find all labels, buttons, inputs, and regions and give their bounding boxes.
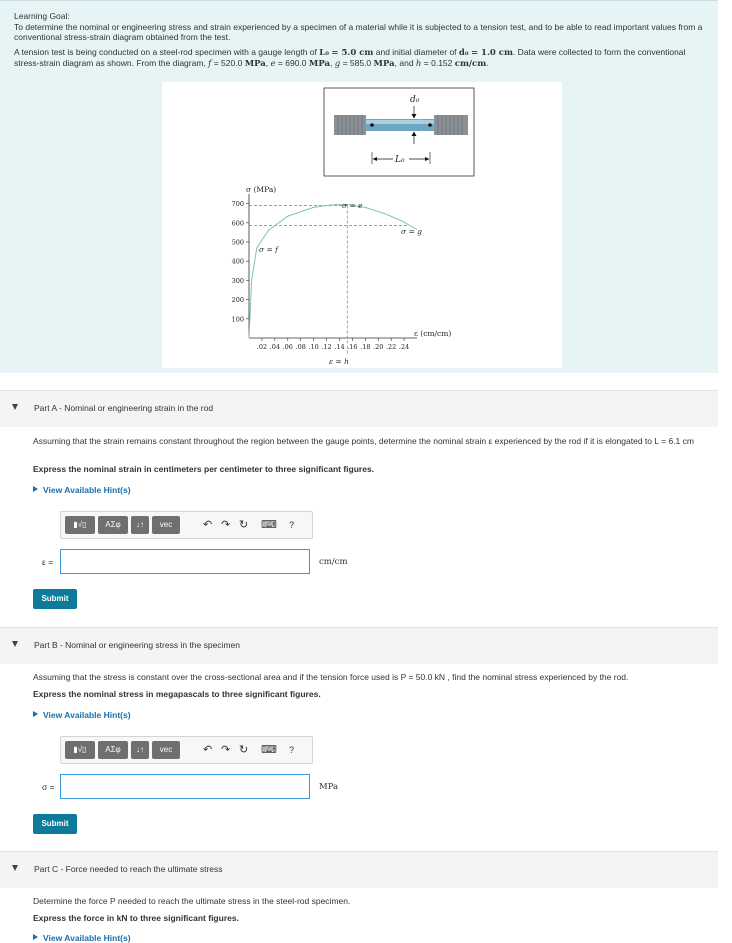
part-c-header[interactable]	[0, 851, 718, 888]
keyboard-icon[interactable]: ⌨	[261, 519, 277, 531]
undo-icon[interactable]: ↶	[203, 744, 213, 756]
specimen-grip-right	[434, 115, 468, 135]
problem-statement: A tension test is being conducted on a steel-rod specimen with a gauge length of L₀ = 5.0 cm and initial diameter of d₀ = 1.0 cm. Data were collected to form the conventional stress-strain diagram as shown. From the diagram, f = 520.0 MPa, e = 690.0 MPa, g = 585.0 MPa, and h = 0.152 cm/cm.	[14, 46, 686, 69]
gauge-point-right	[428, 123, 432, 127]
part-a-answer-input[interactable]	[60, 549, 310, 574]
part-a-question: Assuming that the strain remains constant throughout the region between the gauge points, determine the nominal strain ε experienced by the rod if it is elongated to L = 6.1 cm	[33, 436, 694, 446]
arrows-button[interactable]: ↓↑	[131, 741, 149, 759]
x-tick-label: .20	[373, 343, 384, 351]
x-tick-label: .16	[347, 343, 358, 351]
stress-strain-figure	[162, 82, 562, 368]
learning-goal-heading: Learning Goal:	[14, 11, 70, 21]
part-b-unit: MPa	[319, 782, 339, 792]
vec-button[interactable]: vec	[152, 741, 180, 759]
part-b-hint-link[interactable]: View Available Hint(s)	[33, 710, 131, 720]
x-axis-label: ε (cm/cm)	[414, 329, 452, 338]
greek-button[interactable]: ΑΣφ	[98, 516, 128, 534]
collapse-caret-icon[interactable]	[12, 641, 18, 647]
expand-caret-icon	[33, 711, 38, 717]
x-tick-label: .18	[360, 343, 371, 351]
part-a-unit: cm/cm	[319, 557, 348, 567]
figure-svg	[162, 82, 562, 368]
part-b-instruction: Express the nominal stress in megapascals to three significant figures.	[33, 689, 321, 699]
keyboard-icon[interactable]: ⌨	[261, 744, 277, 756]
x-tick-label: .10	[308, 343, 319, 351]
y-tick-label: 600	[231, 219, 244, 228]
part-c-instruction: Express the force in kN to three significant figures.	[33, 913, 239, 923]
learning-goal-body: To determine the nominal or engineering stress and strain experienced by a specimen of a material while it is subjected to a tension test, and to be able to read important values from a conventional stress-strain diagram obtained from the test.	[14, 21, 703, 42]
y-tick-label: 200	[231, 296, 244, 305]
part-a-answer-label: ε =	[42, 557, 54, 567]
reset-icon[interactable]: ↻	[239, 744, 249, 756]
part-b-title: Part B - Nominal or engineering stress in the specimen	[34, 640, 240, 650]
part-b-answer-input[interactable]	[60, 774, 310, 799]
x-tick-label: .04	[269, 343, 281, 351]
templates-button[interactable]: ▮√▯	[65, 516, 95, 534]
x-tick-label: .06	[282, 343, 293, 351]
undo-icon[interactable]: ↶	[203, 519, 213, 531]
stress-strain-chart	[232, 185, 452, 366]
x-tick-label: .08	[295, 343, 306, 351]
annotation-g: σ = g	[401, 227, 422, 236]
arrows-button[interactable]: ↓↑	[131, 516, 149, 534]
x-tick-label: .14	[334, 343, 345, 351]
x-tick-label: .24	[398, 343, 410, 351]
expand-caret-icon	[33, 486, 38, 492]
collapse-caret-icon[interactable]	[12, 404, 18, 410]
part-a-hint-link[interactable]: View Available Hint(s)	[33, 485, 131, 495]
y-axis-label: σ (MPa)	[246, 185, 277, 194]
part-a-header[interactable]	[0, 390, 718, 427]
part-c-title: Part C - Force needed to reach the ultimate stress	[34, 864, 223, 874]
L0-label: L₀	[395, 155, 405, 165]
part-b-question: Assuming that the stress is constant over the cross-sectional area and if the tension force used is P = 50.0 kN , find the nominal stress experienced by the rod.	[33, 672, 629, 682]
x-tick-label: .02	[256, 343, 268, 351]
x-ticks	[257, 338, 409, 351]
redo-icon[interactable]: ↷	[221, 744, 231, 756]
stress-strain-curve	[249, 205, 417, 338]
expand-caret-icon	[33, 934, 38, 940]
part-a-math-toolbar	[60, 511, 313, 539]
d0-label: d₀	[410, 95, 420, 105]
reset-icon[interactable]: ↻	[239, 519, 249, 531]
part-b-answer-label: σ =	[42, 782, 55, 792]
part-a-submit-button[interactable]: Submit	[33, 589, 77, 609]
y-tick-label: 400	[231, 257, 244, 266]
annotation-h: ε = h	[329, 357, 349, 366]
part-a-instruction: Express the nominal strain in centimeters per centimeter to three significant figures.	[33, 464, 375, 474]
redo-icon[interactable]: ↷	[221, 519, 231, 531]
y-tick-label: 100	[231, 315, 244, 324]
y-tick-label: 700	[231, 200, 244, 209]
specimen-inset	[324, 88, 474, 176]
help-icon[interactable]: ?	[289, 745, 295, 755]
help-icon[interactable]: ?	[289, 520, 295, 530]
part-c-question: Determine the force P needed to reach the ultimate stress in the steel-rod specimen.	[33, 896, 351, 906]
y-tick-label: 300	[231, 276, 244, 285]
collapse-caret-icon[interactable]	[12, 865, 18, 871]
x-tick-label: .12	[321, 343, 332, 351]
learning-goal-panel	[0, 0, 718, 373]
part-b-header[interactable]	[0, 627, 718, 664]
part-a-title: Part A - Nominal or engineering strain in the rod	[34, 403, 214, 413]
part-b-math-toolbar	[60, 736, 313, 764]
part-c-hint-link[interactable]: View Available Hint(s)	[33, 933, 131, 943]
annotation-f: σ = f	[259, 245, 278, 254]
y-ticks	[232, 200, 249, 323]
greek-button[interactable]: ΑΣφ	[98, 741, 128, 759]
annotation-e: σ = e	[342, 201, 363, 210]
x-tick-label: .22	[385, 343, 397, 351]
vec-button[interactable]: vec	[152, 516, 180, 534]
y-tick-label: 500	[231, 238, 244, 247]
templates-button[interactable]: ▮√▯	[65, 741, 95, 759]
gauge-point-left	[370, 123, 374, 127]
learning-goal-text	[14, 11, 704, 74]
part-b-submit-button[interactable]: Submit	[33, 814, 77, 834]
